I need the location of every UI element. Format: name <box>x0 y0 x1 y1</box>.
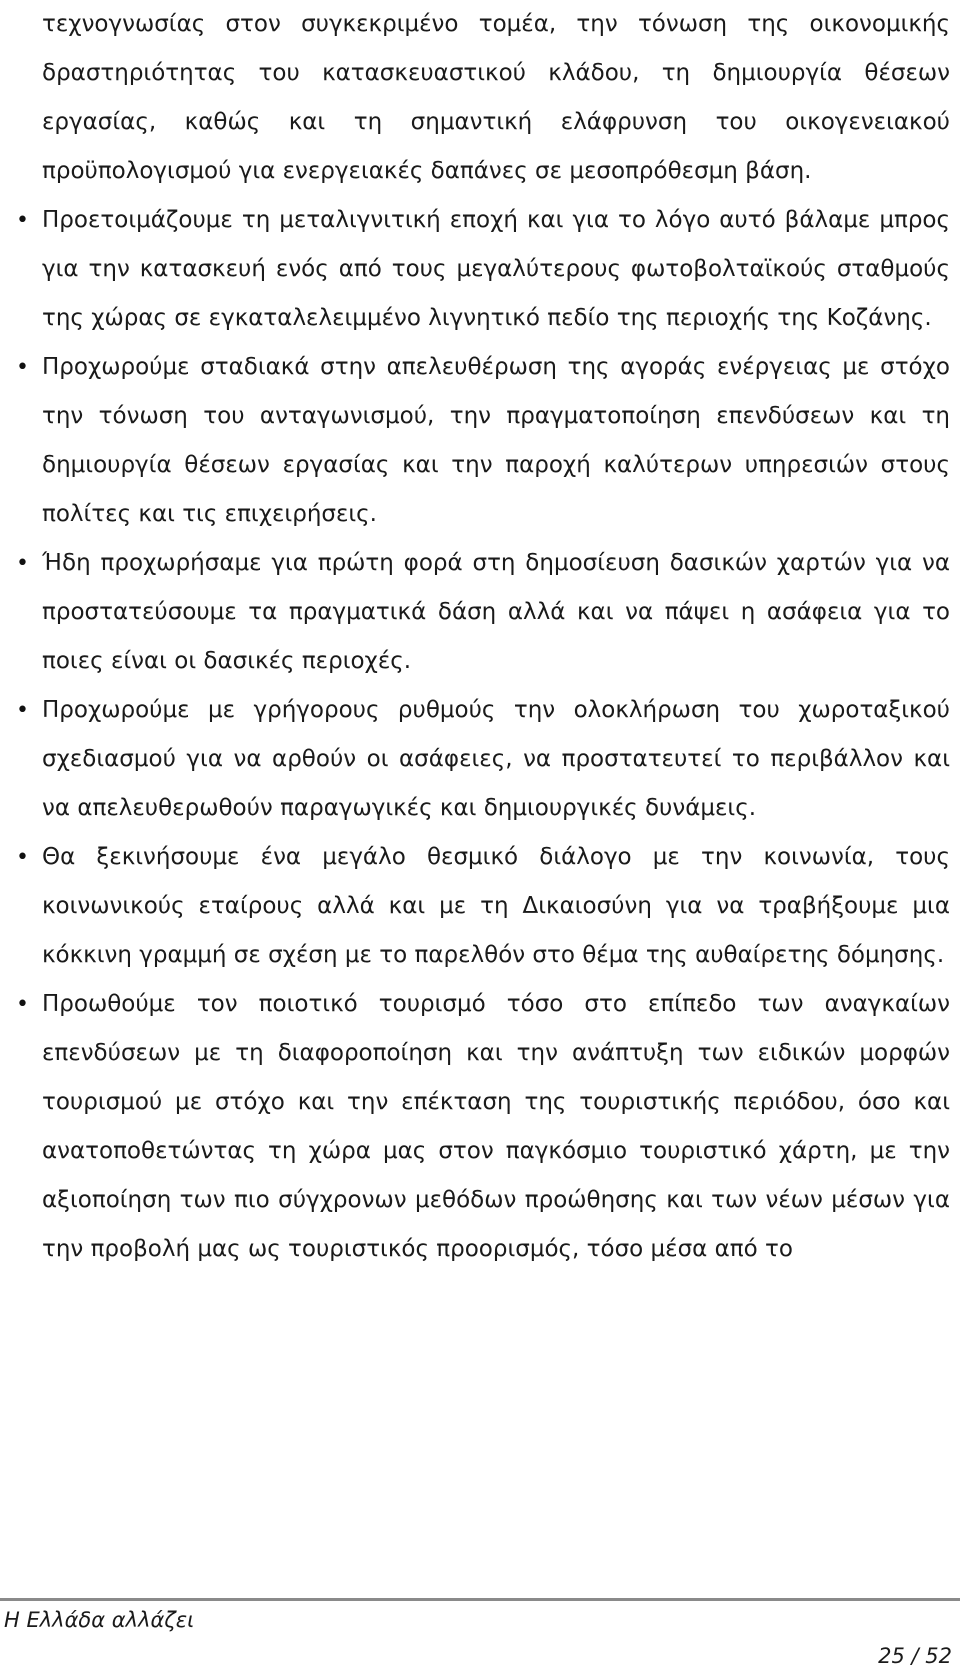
bullet-icon: • <box>16 698 29 723</box>
list-item <box>16 833 950 980</box>
footer-divider <box>0 1598 960 1601</box>
page-number: 25 / 52 <box>878 1644 952 1668</box>
bullet-icon: • <box>16 355 29 380</box>
list-item-text: Θα ξεκινήσουμε ένα μεγάλο θεσμικό διάλογο με την κοινωνία, τους κοινωνικούς εταίρους αλλά και με τη Δικαιοσύνη για να τραβήξουμε μια κόκκινη γραμμή σε σχέση με το παρελθόν στο θέμα της αυθαίρετης δόμησης. <box>42 844 950 968</box>
list-item <box>16 980 950 1274</box>
bullet-icon: • <box>16 992 29 1017</box>
list-item <box>16 686 950 833</box>
list-item <box>16 343 950 539</box>
list-item-text: Ήδη προχωρήσαμε για πρώτη φορά στη δημοσίευση δασικών χαρτών για να προστατεύσουμε τα πραγματικά δάση αλλά και να πάψει η ασάφεια για το ποιες είναι οι δασικές περιοχές. <box>42 550 950 674</box>
intro-paragraph: τεχνογνωσίας στον συγκεκριμένο τομέα, την τόνωση της οικονομικής δραστηριότητας του κατασκευαστικού κλάδου, τη δημιουργία θέσεων εργασίας, καθώς και τη σημαντική ελάφρυνση του οικογενειακού προϋπολογισμού για ενεργειακές δαπάνες σε μεσοπρόθεσμη βάση. <box>42 11 950 184</box>
footer-title: Η Ελλάδα αλλάζει <box>4 1608 195 1632</box>
bullet-icon: • <box>16 208 29 233</box>
list-item-text: Προετοιμάζουμε τη μεταλιγνιτική εποχή και για το λόγο αυτό βάλαμε μπρος για την κατασκευή ενός από τους μεγαλύτερους φωτοβολταϊκούς σταθμούς της χώρας σε εγκαταλελειμμένο λιγνητικό πεδίο της περιοχής της Κοζάνης. <box>42 207 950 331</box>
list-item-text: Προχωρούμε σταδιακά στην απελευθέρωση της αγοράς ενέργειας με στόχο την τόνωση του ανταγωνισμού, την πραγματοποίηση επενδύσεων και τη δημιουργία θέσεων εργασίας και την παροχή καλύτερων υπηρεσιών στους πολίτες και τις επιχειρήσεις. <box>42 354 950 527</box>
body-text <box>16 0 950 1274</box>
list-item-text: Προωθούμε τον ποιοτικό τουρισμό τόσο στο επίπεδο των αναγκαίων επενδύσεων με τη διαφοροποίηση και την ανάπτυξη των ειδικών μορφών τουρισμού με στόχο και την επέκταση της τουριστικής περιόδου, όσο και ανατοποθετώντας τη χώρα μας στον παγκόσμιο τουριστικό χάρτη, με την αξιοποίηση των πιο σύγχρονων μεθόδων προώθησης και των νέων μέσων για την προβολή μας ως τουριστικός προορισμός, τόσο μέσα από το <box>42 991 950 1262</box>
list-item-text: Προχωρούμε με γρήγορους ρυθμούς την ολοκλήρωση του χωροταξικού σχεδιασμού για να αρθούν οι ασάφειες, να προστατευτεί το περιβάλλον και να απελευθερωθούν παραγωγικές και δημιουργικές δυνάμεις. <box>42 697 950 821</box>
list-item <box>16 539 950 686</box>
list-item <box>16 196 950 343</box>
bullet-icon: • <box>16 845 29 870</box>
bullet-icon: • <box>16 551 29 576</box>
bullet-list <box>16 196 950 1274</box>
